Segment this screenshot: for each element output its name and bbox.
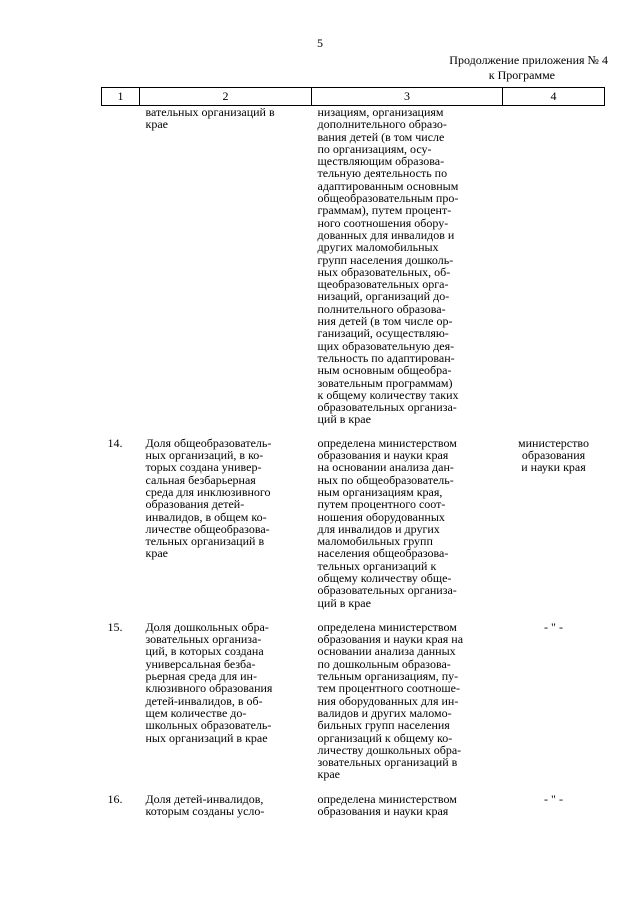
indicators-table (101, 87, 605, 817)
column-header-2: 2 (140, 88, 312, 106)
row-number (102, 106, 140, 430)
indicator-name: Доля дошкольных обра- зовательных организа- ций, в которых создана универсальная безба- рьерная среда для ин- клюзивного образования детей-инвалидов, в об- щем количестве до- школьных образователь- ных организаций в крае (145, 619, 273, 745)
row-number: 15. (107, 619, 123, 634)
responsible-body: - " - (544, 619, 563, 634)
responsible-body: министерство образования и науки края (518, 435, 589, 475)
column-header-3: 3 (312, 88, 503, 106)
table-row (102, 613, 605, 785)
responsible-body: - " - (544, 791, 563, 806)
indicator-name: Доля общеобразователь- ных организаций, в ко- торых создана универ- сальная безбарьерная среда для инклюзивного образования детей- инвалидов, в общем ко- личестве общеобразова- тельных организаций в крае (145, 435, 272, 561)
responsible-body (503, 106, 605, 430)
page-number: 5 (317, 36, 323, 50)
column-header-4: 4 (503, 88, 605, 106)
indicator-name: Доля детей-инвалидов, которым созданы усло- (145, 791, 265, 819)
table-row-continuation (102, 106, 605, 430)
table-row (102, 785, 605, 818)
row-number: 14. (107, 435, 123, 450)
appendix-continuation-label: Продолжение приложения № 4 (449, 53, 608, 67)
calculation-method: определена министерством образования и науки края (317, 791, 457, 819)
calculation-method: определена министерством образования и науки края на основании анализа дан- ных по общеобразователь- ным организациям края, путем процентного соот- ношения оборудованных для инвалидов и других маломобильных групп населения общеобразова- тельных организаций к общему количеству обще- образовательных организа- ций в крае (317, 435, 457, 610)
table-header (102, 88, 605, 106)
column-header-1: 1 (102, 88, 140, 106)
program-reference-label: к Программе (488, 68, 555, 82)
calculation-method: низациям, организациям дополнительного образо- вания детей (в том числе по организациям, осу- ществляющим образова- тельную деятельность по адаптированным основным общеобразовательным про- граммам), путем процент- ного соотношения обору- дованных для инвалидов и других маломобильных групп населения дошколь- ных образовательных, об- щеобразовательных орга- низаций, организаций до- полнительного образова- ния детей (в том числе ор- ганизаций, осуществляю- щих образовательную дея- тельность по адаптирован- ным основным общеобра- зовательным программам) к общему количеству таких образовательных организа- ций в крае (317, 105, 459, 427)
row-number: 16. (107, 791, 123, 806)
table-row (102, 430, 605, 613)
indicator-name: вательных организаций в крае (145, 105, 275, 132)
calculation-method: определена министерством образования и науки края на основании анализа данных по дошкольным образова- тельным организациям, пу- тем процентного соотноше- ния оборудованных для ин- валидов и других маломо- бильных групп населения организаций к общему ко- личеству дошкольных обра- зовательных организаций в крае (317, 619, 464, 782)
